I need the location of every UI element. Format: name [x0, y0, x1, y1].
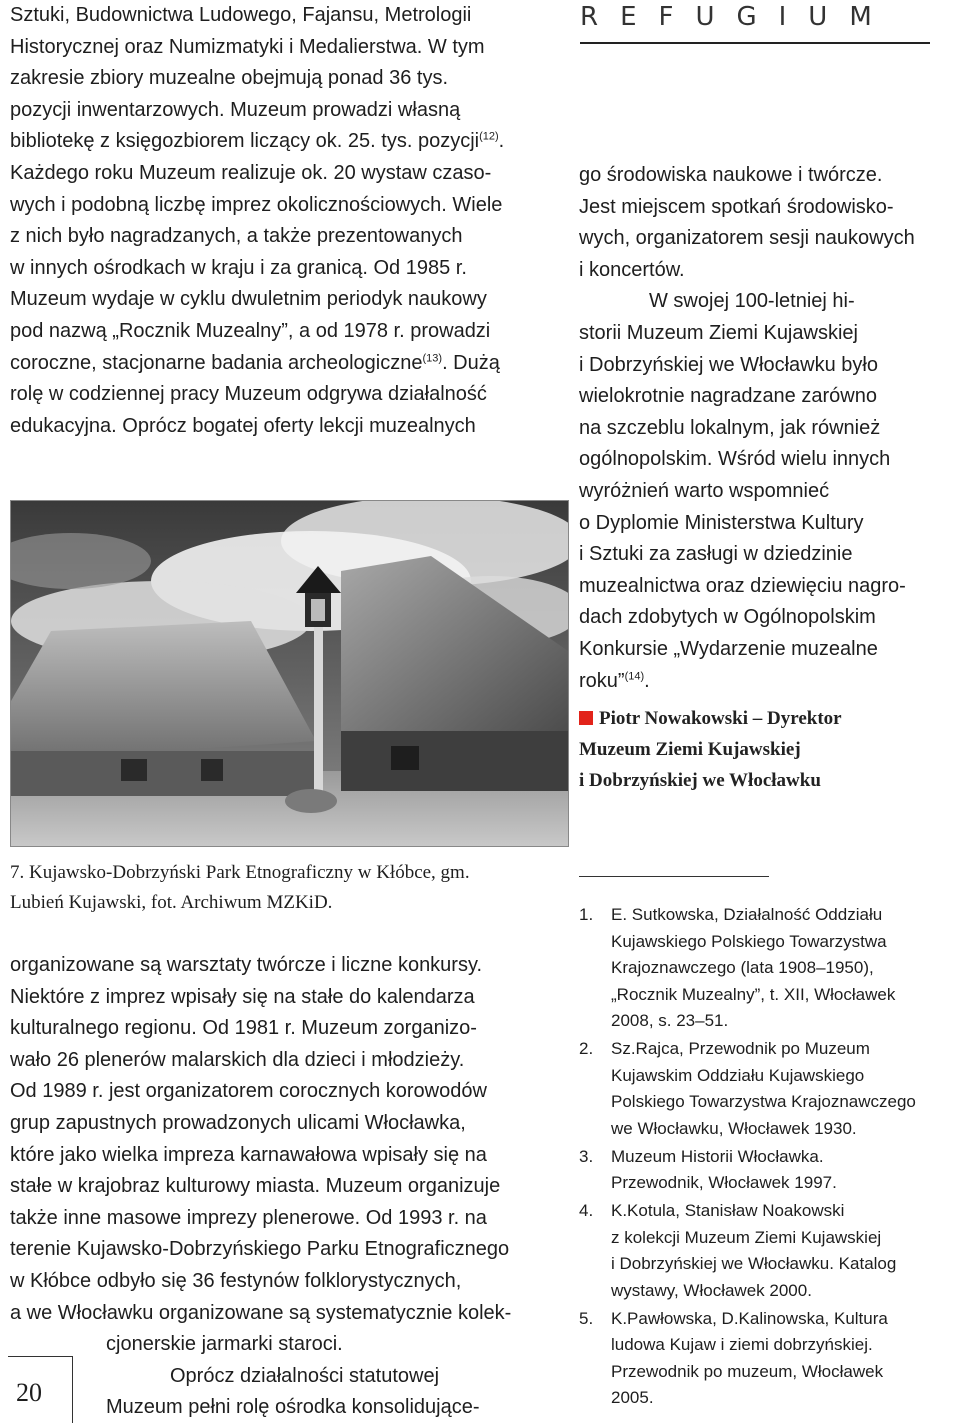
text-line: wielokrotnie nagradzane zarówno — [579, 385, 877, 408]
footnote-item — [579, 1306, 959, 1412]
footnote-ref-12[interactable]: (12) — [479, 130, 499, 143]
photo-ethnographic-park — [10, 500, 569, 847]
text-line: ogólnopolskim. Wśród wielu innych — [579, 448, 891, 471]
text-line: Każdego roku Muzeum realizuje ok. 20 wystaw czaso- — [10, 161, 492, 184]
footnote-line: we Włocławku, Włocławek 1930. — [611, 1118, 857, 1138]
footnote-line: ludowa Kujaw i ziemi dobrzyńskiej. — [611, 1335, 873, 1354]
text-line: storii Muzeum Ziemi Kujawskiej — [579, 321, 858, 344]
text-line-content: coroczne, stacjonarne badania archeologiczne — [10, 351, 423, 374]
footnote-item — [579, 1144, 959, 1197]
text-line: także inne masowe imprezy plenerowe. Od 1993 r. na — [10, 1206, 487, 1229]
paragraph-museum-collections — [10, 0, 550, 442]
indented-text-block — [106, 1329, 560, 1424]
text-line: kulturalnego regionu. Od 1981 r. Muzeum zorganizo- — [10, 1017, 477, 1040]
text-line: i Sztuki za zasługi w dziedzinie — [579, 543, 853, 566]
text-line: wyróżnień warto wspomnieć — [579, 479, 830, 502]
footnote-line: Polskiego Towarzystwa Krajoznawczego — [611, 1092, 916, 1111]
signature-line: i Dobrzyńskiej we Włocławku — [579, 770, 821, 792]
text-line: Od 1989 r. jest organizatorem corocznych korowodów — [10, 1080, 487, 1103]
text-punct: . Dużą — [442, 351, 500, 374]
text-line: na szczeblu lokalnym, jak również — [579, 416, 881, 439]
footnote-line: 2008, s. 23–51. — [611, 1011, 729, 1030]
text-line-content: bibliotekę z księgozbiorem liczący ok. 25. tys. pozycji — [10, 130, 480, 153]
text-line: organizowane są warsztaty twórcze i liczne konkursy. — [10, 954, 483, 976]
text-line: go środowiska naukowe i twórcze. — [579, 164, 883, 186]
footnote-line: Muzeum Historii Włocławka. — [611, 1146, 824, 1166]
text-line: wych i podobną liczbę imprez okolicznościowych. Wiele — [10, 193, 503, 216]
text-line-content: roku” — [579, 669, 625, 692]
section-header — [580, 0, 930, 44]
text-line: rolę w codziennej pracy Muzeum odgrywa działalność — [10, 383, 487, 406]
text-line: a we Włocławku organizowane są systematycznie kolek- — [10, 1301, 512, 1324]
footnote-line: „Rocznik Muzealny”, t. XII, Włocławek — [611, 984, 896, 1004]
text-line: i Dobrzyńskiej we Włocławku było — [579, 353, 878, 376]
caption-line: 7. Kujawsko-Dobrzyński Park Etnograficzny w Kłóbce, gm. — [10, 862, 470, 883]
footnote-item — [579, 1198, 959, 1304]
text-line: które jako wielka impreza karnawałowa wpisały się na — [10, 1143, 487, 1166]
left-column-bottom — [10, 950, 560, 1424]
text-line: terenie Kujawsko-Dobrzyńskiego Parku Etnograficznego — [10, 1238, 510, 1261]
footnotes-list — [579, 902, 959, 1413]
footnote-text — [611, 1144, 959, 1197]
author-signature — [579, 703, 959, 796]
footnote-separator — [579, 876, 769, 877]
text-line: pozycji inwentarzowych. Muzeum prowadzi własną — [10, 98, 461, 121]
text-line: z nich było nagradzanych, a także prezentowanych — [10, 225, 463, 248]
text-line: Historycznej oraz Numizmatyki i Medalierstwa. W tym — [10, 35, 485, 58]
footnote-line: i Dobrzyńskiej we Włocławku. Katalog — [611, 1254, 897, 1273]
text-line: o Dyplomie Ministerstwa Kultury — [579, 511, 864, 534]
text-line: wych, organizatorem sesji naukowych — [579, 227, 915, 250]
footnote-line: E. Sutkowska, Działalność Oddziału — [611, 905, 883, 924]
footnote-line: 2005. — [611, 1388, 654, 1407]
footnote-item — [579, 1036, 959, 1142]
footnote-text — [611, 1198, 959, 1304]
text-line: Niektóre z imprez wpisały się na stałe do kalendarza — [10, 985, 475, 1008]
text-line: dach zdobytych w Ogólnopolskim — [579, 606, 876, 629]
footnote-number: 5. — [579, 1308, 594, 1328]
text-line: edukacyjna. Oprócz bogatej oferty lekcji muzealnych — [10, 414, 476, 437]
footnote-line: Sz.Rajca, Przewodnik po Muzeum — [611, 1039, 870, 1058]
footnote-text — [611, 1306, 959, 1412]
text-line: i koncertów. — [579, 258, 685, 281]
footnote-line: z kolekcji Muzeum Ziemi Kujawskiej — [611, 1227, 882, 1247]
footnote-line: Krajoznawczego (lata 1908–1950), — [611, 958, 874, 977]
text-line: Muzeum pełni rolę ośrodka konsolidujące- — [106, 1396, 480, 1419]
caption-line: Lubień Kujawski, fot. Archiwum MZKiD. — [10, 892, 333, 913]
footnote-number: 1. — [579, 905, 594, 924]
text-line: grup zapustnych prowadzonych ulicami Włocławka, — [10, 1111, 466, 1134]
text-line: Muzeum wydaje w cyklu dwuletnim periodyk naukowy — [10, 288, 487, 311]
footnote-line: K.Pawłowska, D.Kalinowska, Kultura — [611, 1308, 888, 1328]
footnote-line: Kujawskiego Polskiego Towarzystwa — [611, 931, 887, 951]
text-line — [10, 126, 550, 158]
footnote-line: Przewodnik, Włocławek 1997. — [611, 1173, 837, 1192]
footnote-number: 2. — [579, 1039, 594, 1058]
page-number: 20 — [16, 1378, 42, 1407]
signature-line: Muzeum Ziemi Kujawskiej — [579, 739, 801, 761]
footnote-item — [579, 902, 959, 1035]
text-line: w innych ośrodkach w kraju i za granicą. Od 1985 r. — [10, 256, 467, 279]
footnote-line: wystawy, Włocławek 2000. — [611, 1280, 812, 1300]
photo-caption — [10, 858, 550, 918]
signature-line — [579, 703, 959, 734]
red-square-icon — [579, 711, 593, 725]
text-line: Sztuki, Budownictwa Ludowego, Fajansu, Metrologii — [10, 4, 472, 26]
photo-illustration — [11, 501, 568, 846]
text-punct: . — [644, 669, 650, 692]
header-title: REFUGIUM — [580, 2, 894, 32]
signature-name: Piotr Nowakowski – Dyrektor — [599, 708, 842, 730]
footnote-line: K.Kotula, Stanisław Noakowski — [611, 1201, 845, 1220]
text-line: pod nazwą „Rocznik Muzealny”, a od 1978 r. prowadzi — [10, 319, 491, 342]
text-line: cjonerskie jarmarki staroci. — [106, 1333, 343, 1356]
paragraph-awards — [579, 160, 959, 697]
text-line — [10, 348, 550, 380]
text-line: W swojej 100-letniej hi- — [649, 290, 855, 313]
footnote-text — [611, 902, 959, 1035]
footnote-ref-13[interactable]: (13) — [422, 351, 443, 364]
footnote-number: 3. — [579, 1146, 594, 1166]
text-punct: . — [498, 130, 505, 153]
text-line — [579, 666, 959, 698]
text-line: Oprócz działalności statutowej — [170, 1364, 440, 1387]
text-line: wało 26 plenerów malarskich dla dzieci i młodzieży. — [10, 1048, 465, 1071]
text-line: Jest miejscem spotkań środowisko- — [579, 195, 894, 218]
text-line: muzealnictwa oraz dziewięciu nagro- — [579, 574, 906, 597]
right-column — [579, 160, 959, 796]
text-line: stałe w krajobraz kulturowy miasta. Muzeum organizuje — [10, 1175, 501, 1198]
left-column-top — [10, 0, 550, 442]
footnote-line: Przewodnik po muzeum, Włocławek — [611, 1361, 884, 1381]
footnote-number: 4. — [579, 1201, 594, 1220]
footnote-ref-14[interactable]: (14) — [624, 669, 645, 682]
footnote-line: Kujawskim Oddziału Kujawskiego — [611, 1065, 865, 1085]
text-line: zakresie zbiory muzealne obejmują ponad 36 tys. — [10, 67, 449, 90]
footnote-text — [611, 1036, 959, 1142]
text-line: w Kłóbce odbyło się 36 festynów folklorystycznych, — [10, 1269, 462, 1292]
text-line: Konkursie „Wydarzenie muzealne — [579, 637, 878, 660]
paragraph-events — [10, 950, 560, 1424]
